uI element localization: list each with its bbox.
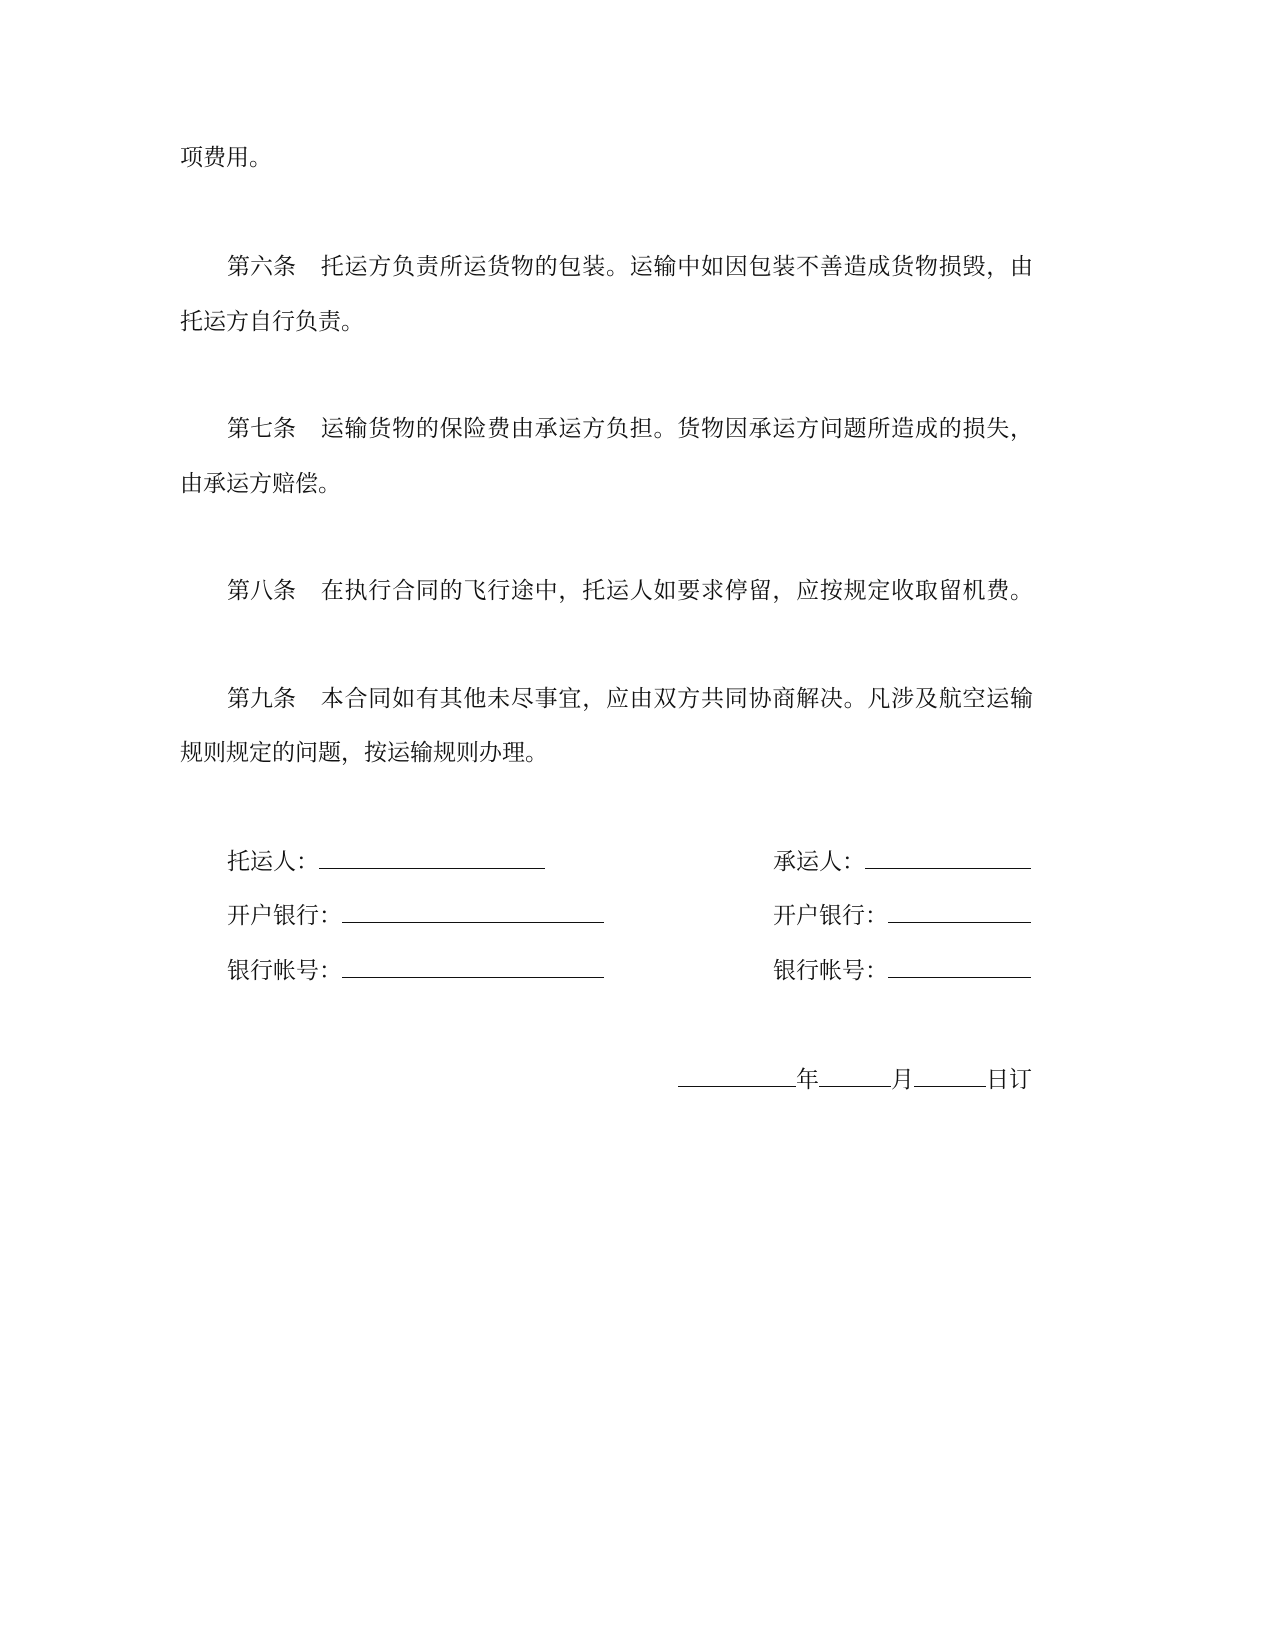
article-7-line-2: 由承运方赔偿。	[180, 471, 341, 497]
carrier-label: 承运人：	[773, 849, 865, 875]
carrier-blank[interactable]	[865, 846, 1031, 869]
carrier-bank-blank[interactable]	[888, 900, 1031, 923]
carrier-account-blank[interactable]	[888, 955, 1031, 978]
article-6-line-2: 托运方自行负责。	[180, 309, 364, 335]
shipper-bank-label: 开户银行：	[227, 903, 342, 929]
article-9-line-1	[227, 683, 1033, 715]
shipper-account-label: 银行帐号：	[227, 958, 342, 984]
shipper-row	[227, 846, 545, 878]
article-9-text-1: 本合同如有其他未尽事宜，应由双方共同协商解决。凡涉及航空运输	[320, 686, 1033, 712]
carrier-bank-label: 开户银行：	[773, 903, 888, 929]
shipper-blank[interactable]	[319, 846, 545, 869]
year-blank[interactable]	[678, 1064, 796, 1087]
month-blank[interactable]	[819, 1064, 891, 1087]
shipper-account-blank[interactable]	[342, 955, 604, 978]
carrier-row	[773, 846, 1031, 878]
article-8-line-1	[227, 575, 1033, 607]
day-label: 日订	[986, 1067, 1032, 1093]
month-label: 月	[891, 1067, 914, 1093]
carrier-bank-row	[773, 900, 1031, 932]
article-7-text-1: 运输货物的保险费由承运方负担。货物因承运方问题所造成的损失，	[320, 416, 1033, 442]
article-7-label: 第七条	[227, 416, 296, 442]
shipper-bank-row	[227, 900, 604, 932]
article-6-text-1: 托运方负责所运货物的包装。运输中如因包装不善造成货物损毁，由	[320, 254, 1033, 280]
year-label: 年	[796, 1067, 819, 1093]
article-8-label: 第八条	[227, 578, 296, 604]
shipper-account-row	[227, 955, 604, 987]
article-7-line-1	[227, 413, 1033, 445]
article-6-label: 第六条	[227, 254, 296, 280]
carrier-account-row	[773, 955, 1031, 987]
article-9-label: 第九条	[227, 686, 296, 712]
date-line	[678, 1064, 1032, 1096]
shipper-bank-blank[interactable]	[342, 900, 604, 923]
carrier-account-label: 银行帐号：	[773, 958, 888, 984]
article-8-text-1: 在执行合同的飞行途中，托运人如要求停留，应按规定收取留机费。	[320, 578, 1033, 604]
article-6-line-1	[227, 251, 1033, 283]
shipper-label: 托运人：	[227, 849, 319, 875]
day-blank[interactable]	[914, 1064, 986, 1087]
article-9-line-2: 规则规定的问题，按运输规则办理。	[180, 740, 548, 766]
continuation-text: 项费用。	[180, 145, 272, 171]
